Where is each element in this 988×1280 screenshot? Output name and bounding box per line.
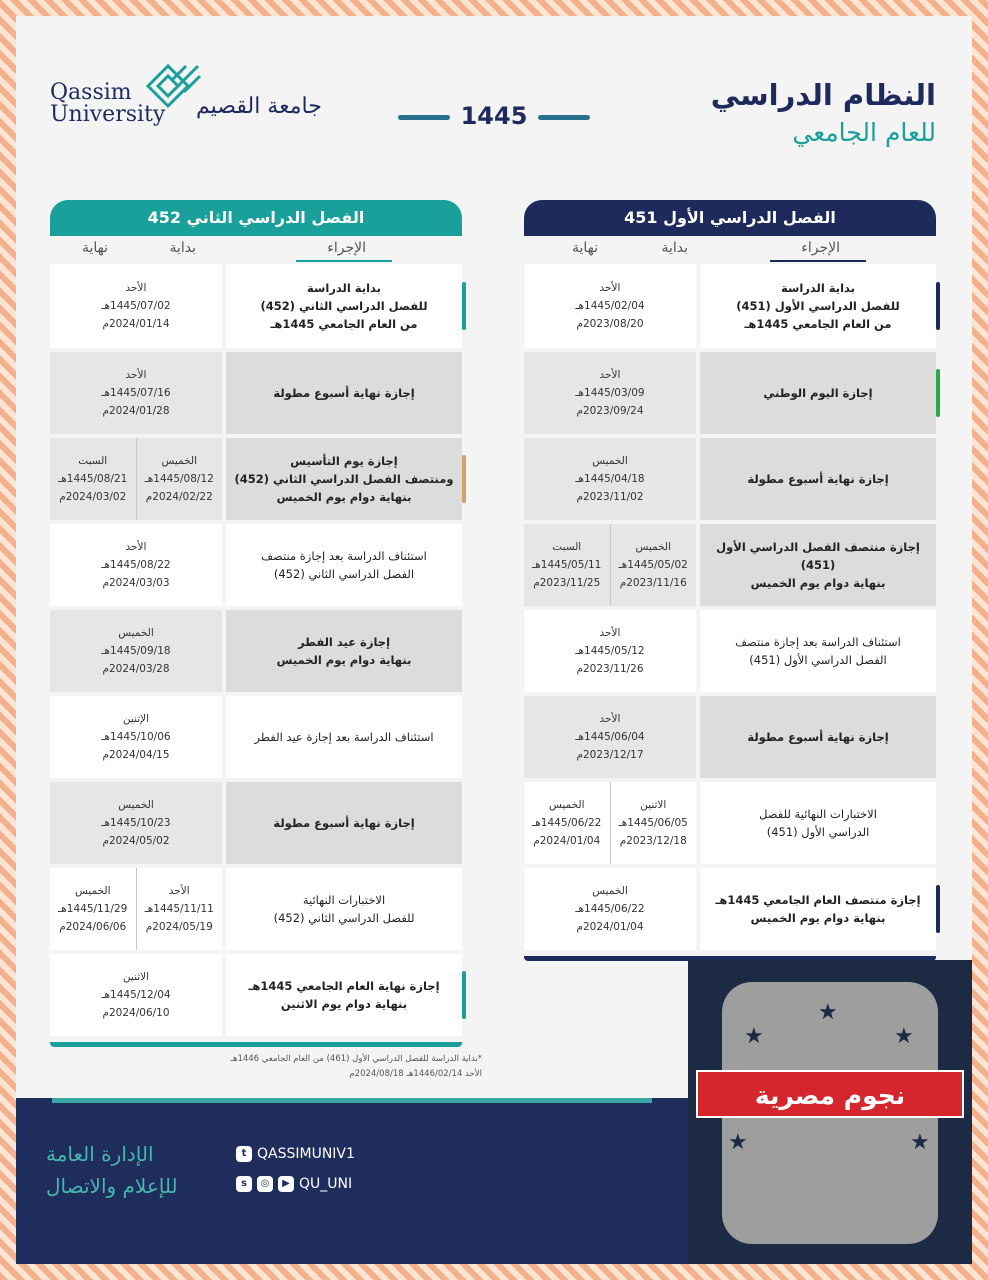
date-day: الخميس (635, 541, 672, 553)
date-greg: 2023/11/02م (576, 491, 644, 503)
table-row (524, 696, 936, 778)
date-hijri: 1445/08/21هـ (58, 473, 128, 485)
action-col-label: الإجراء (327, 240, 366, 256)
logo-en-line1: Qassim (50, 80, 132, 105)
year-line-left (398, 115, 450, 120)
date-greg: 2024/01/14م (102, 318, 170, 330)
social-handle: QU_UNI (299, 1176, 353, 1192)
dates-cell (50, 868, 222, 950)
table-row (50, 264, 462, 348)
university-logo-ar: جامعة القصيم (196, 94, 322, 119)
date-hijri: 1445/09/18هـ (101, 645, 171, 657)
action-cell: استئناف الدراسة بعد إجازة عيد الفطر (254, 730, 434, 744)
snapchat-icon: s (236, 1176, 252, 1192)
date-greg: 2024/02/22م (145, 491, 213, 503)
semester2-subheader (50, 236, 462, 264)
date-day: الخميس (74, 885, 111, 897)
table-row (524, 782, 936, 864)
dates-cell (50, 524, 222, 606)
date-hijri: 1445/07/16هـ (101, 387, 171, 399)
youtube-icon: ▶ (278, 1176, 294, 1192)
row-marker (462, 455, 466, 503)
date-day: الأحد (599, 282, 621, 294)
social-links[interactable] (236, 1176, 352, 1192)
date-hijri: 1445/06/05هـ (618, 817, 688, 829)
dates-cell (524, 696, 696, 778)
table-row (524, 868, 936, 950)
logo-en-line2: University (50, 102, 166, 127)
date-day: الأحد (599, 369, 621, 381)
end-col-label: نهاية (571, 240, 598, 256)
table-row (524, 264, 936, 348)
page-title: النظام الدراسي (710, 78, 936, 112)
year-label: 1445 (460, 102, 528, 130)
instagram-icon: ◎ (257, 1176, 273, 1192)
semester1-title: الفصل الدراسي الأول 451 (524, 200, 936, 236)
table-row (50, 696, 462, 778)
action-cell: إجازة نهاية أسبوع مطولة (700, 438, 936, 520)
semester2-bottom-bar (50, 1042, 462, 1047)
date-hijri: 1445/02/04هـ (575, 300, 645, 312)
footer-admin-line1: الإدارة العامة (46, 1142, 154, 1166)
watermark-logo (688, 960, 972, 1264)
twitter-link[interactable] (236, 1146, 355, 1162)
row-marker (462, 971, 466, 1019)
date-hijri: 1445/11/11هـ (144, 903, 214, 915)
action-cell: إجازة نهاية أسبوع مطولة (226, 352, 462, 434)
watermark-ribbon: نجوم مصرية (696, 1070, 964, 1118)
footer-accent-line (52, 1098, 652, 1103)
start-date (50, 696, 222, 778)
semester1-rows (524, 264, 936, 956)
date-day: الخميس (592, 455, 628, 467)
date-greg: 2024/01/28م (102, 405, 170, 417)
date-greg: 2024/03/28م (102, 663, 170, 675)
date-day: الاثنين (640, 799, 667, 811)
start-date (50, 782, 222, 864)
end-date (50, 868, 137, 950)
date-greg: 2023/08/20م (576, 318, 644, 330)
dates-cell (50, 782, 222, 864)
date-greg: 2024/06/10م (102, 1007, 170, 1019)
date-day: الاثنين (122, 971, 150, 983)
date-hijri: 1445/12/04هـ (101, 989, 171, 1001)
action-cell: الاختبارات النهائية للفصل الدراسي الأول (451) (759, 807, 877, 839)
action-cell: إجازة منتصف الفصل الدراسي الأول (451) بنهاية دوام يوم الخميس (700, 524, 936, 606)
end-date (524, 524, 611, 606)
action-cell: إجازة اليوم الوطني (700, 352, 936, 434)
date-hijri: 1445/10/23هـ (101, 817, 171, 829)
date-hijri: 1445/05/02هـ (618, 559, 688, 571)
action-cell: إجازة عيد الفطر بنهاية دوام يوم الخميس (226, 610, 462, 692)
date-hijri: 1445/10/06هـ (101, 731, 171, 743)
start-date (524, 610, 696, 692)
date-day: الخميس (592, 885, 628, 897)
year-indicator (398, 102, 590, 132)
date-day: الخميس (548, 799, 585, 811)
date-hijri: 1445/05/12هـ (575, 645, 645, 657)
date-greg: 2023/12/18م (619, 835, 687, 847)
dates-cell (50, 610, 222, 692)
action-cell: إجازة نهاية أسبوع مطولة (226, 782, 462, 864)
dates-cell (524, 782, 696, 864)
date-hijri: 1445/05/11هـ (532, 559, 602, 571)
footnote-line1: *بداية الدراسة للفصل الدراسي الأول (461) من العام الجامعي 1446هـ (230, 1054, 482, 1064)
date-day: الأحد (599, 713, 621, 725)
semester2-title: الفصل الدراسي الثاني 452 (50, 200, 462, 236)
action-col-underline (770, 260, 866, 262)
start-date (50, 352, 222, 434)
date-hijri: 1445/07/02هـ (101, 300, 171, 312)
table-row (524, 524, 936, 606)
end-date (50, 438, 137, 520)
start-date (50, 610, 222, 692)
semester1-subheader (524, 236, 936, 264)
date-hijri: 1445/06/22هـ (532, 817, 602, 829)
date-day: الخميس (161, 455, 198, 467)
twitter-icon: t (236, 1146, 252, 1162)
row-marker (936, 282, 940, 330)
table-row (50, 782, 462, 864)
table-row (50, 868, 462, 950)
start-date (50, 264, 222, 348)
end-col-label: نهاية (81, 240, 108, 256)
table-row (50, 610, 462, 692)
date-day: الأحد (125, 369, 147, 381)
table-row (524, 610, 936, 692)
footer-admin-line2: للإعلام والاتصال (46, 1174, 178, 1198)
date-greg: 2024/05/19م (145, 921, 213, 933)
date-hijri: 1445/06/04هـ (575, 731, 645, 743)
start-col-label: بداية (661, 240, 688, 256)
date-greg: 2023/11/26م (576, 663, 644, 675)
action-cell: إجازة نهاية أسبوع مطولة (700, 696, 936, 778)
date-day: الأحد (599, 627, 621, 639)
action-col-underline (296, 260, 392, 262)
start-date (137, 868, 223, 950)
year-line-right (538, 115, 590, 120)
date-greg: 2023/09/24م (576, 405, 644, 417)
table-row (50, 438, 462, 520)
semester2-rows (50, 264, 462, 1042)
date-greg: 2023/12/17م (576, 749, 644, 761)
table-row (50, 954, 462, 1036)
dates-cell (50, 696, 222, 778)
start-date (50, 524, 222, 606)
action-cell: إجازة يوم التأسيس ومنتصف الفصل الدراسي الثاني (452) بنهاية دوام يوم الخميس (226, 438, 462, 520)
date-greg: 2024/03/03م (102, 577, 170, 589)
dates-cell (524, 610, 696, 692)
row-marker (936, 369, 940, 417)
start-col-label: بداية (169, 240, 196, 256)
action-cell: الاختبارات النهائية للفصل الدراسي الثاني (452) (273, 893, 415, 925)
action-cell: بداية الدراسة للفصل الدراسي الأول (451) من العام الجامعي 1445هـ (700, 264, 936, 348)
date-greg: 2023/11/25م (533, 577, 601, 589)
date-greg: 2024/06/06م (59, 921, 127, 933)
start-date (611, 524, 697, 606)
table-row (50, 352, 462, 434)
semester2-table (50, 200, 462, 1060)
start-date (524, 352, 696, 434)
dates-cell (50, 264, 222, 348)
action-cell: إجازة منتصف العام الجامعي 1445هـ بنهاية دوام يوم الخميس (700, 868, 936, 950)
action-col-label: الإجراء (801, 240, 840, 256)
dates-cell (50, 438, 222, 520)
date-day: الأحد (168, 885, 190, 897)
dates-cell (524, 868, 696, 950)
start-date (50, 954, 222, 1036)
date-hijri: 1445/08/12هـ (144, 473, 214, 485)
dates-cell (50, 954, 222, 1036)
footnote (166, 1052, 482, 1082)
start-date (137, 438, 223, 520)
university-emblem-icon (142, 60, 204, 110)
date-greg: 2024/01/04م (576, 921, 644, 933)
date-day: الخميس (118, 799, 154, 811)
star-icon: ★ (818, 1000, 838, 1025)
date-greg: 2024/01/04م (533, 835, 601, 847)
star-icon: ★ (910, 1130, 930, 1155)
start-date (524, 264, 696, 348)
date-hijri: 1445/03/09هـ (575, 387, 645, 399)
date-greg: 2023/11/16م (619, 577, 687, 589)
page-subtitle: للعام الجامعي (792, 118, 936, 147)
date-day: السبت (552, 541, 582, 553)
dates-cell (524, 524, 696, 606)
date-greg: 2024/04/15م (102, 749, 170, 761)
dates-cell (50, 352, 222, 434)
table-row (50, 524, 462, 606)
date-greg: 2024/03/02م (59, 491, 127, 503)
start-date (524, 438, 696, 520)
row-marker (462, 282, 466, 330)
start-date (611, 782, 697, 864)
star-icon: ★ (894, 1024, 914, 1049)
calendar-page (16, 16, 972, 1264)
date-hijri: 1445/11/29هـ (58, 903, 128, 915)
table-row (524, 352, 936, 434)
row-marker (936, 885, 940, 933)
date-day: الأحد (125, 282, 147, 294)
star-icon: ★ (744, 1024, 764, 1049)
action-cell: إجازة نهاية العام الجامعي 1445هـ بنهاية دوام يوم الاثنين (226, 954, 462, 1036)
dates-cell (524, 352, 696, 434)
date-hijri: 1445/06/22هـ (575, 903, 645, 915)
date-hijri: 1445/04/18هـ (575, 473, 645, 485)
action-cell: بداية الدراسة للفصل الدراسي الثاني (452) من العام الجامعي 1445هـ (226, 264, 462, 348)
date-day: الخميس (118, 627, 154, 639)
date-day: الأحد (125, 541, 147, 553)
dates-cell (524, 264, 696, 348)
start-date (524, 868, 696, 950)
dates-cell (524, 438, 696, 520)
end-date (524, 782, 611, 864)
date-greg: 2024/05/02م (102, 835, 170, 847)
action-cell: استئناف الدراسة بعد إجازة منتصف الفصل الدراسي الثاني (452) (261, 549, 427, 581)
footnote-line2: الأحد 1446/02/14هـ 2024/08/18م (349, 1069, 482, 1079)
date-hijri: 1445/08/22هـ (101, 559, 171, 571)
date-day: الإثنين (122, 713, 150, 725)
star-icon: ★ (728, 1130, 748, 1155)
table-row (524, 438, 936, 520)
date-day: السبت (78, 455, 108, 467)
twitter-handle: QASSIMUNIV1 (257, 1146, 355, 1162)
semester1-table (524, 200, 936, 962)
start-date (524, 696, 696, 778)
action-cell: استئناف الدراسة بعد إجازة منتصف الفصل الدراسي الأول (451) (735, 635, 901, 667)
